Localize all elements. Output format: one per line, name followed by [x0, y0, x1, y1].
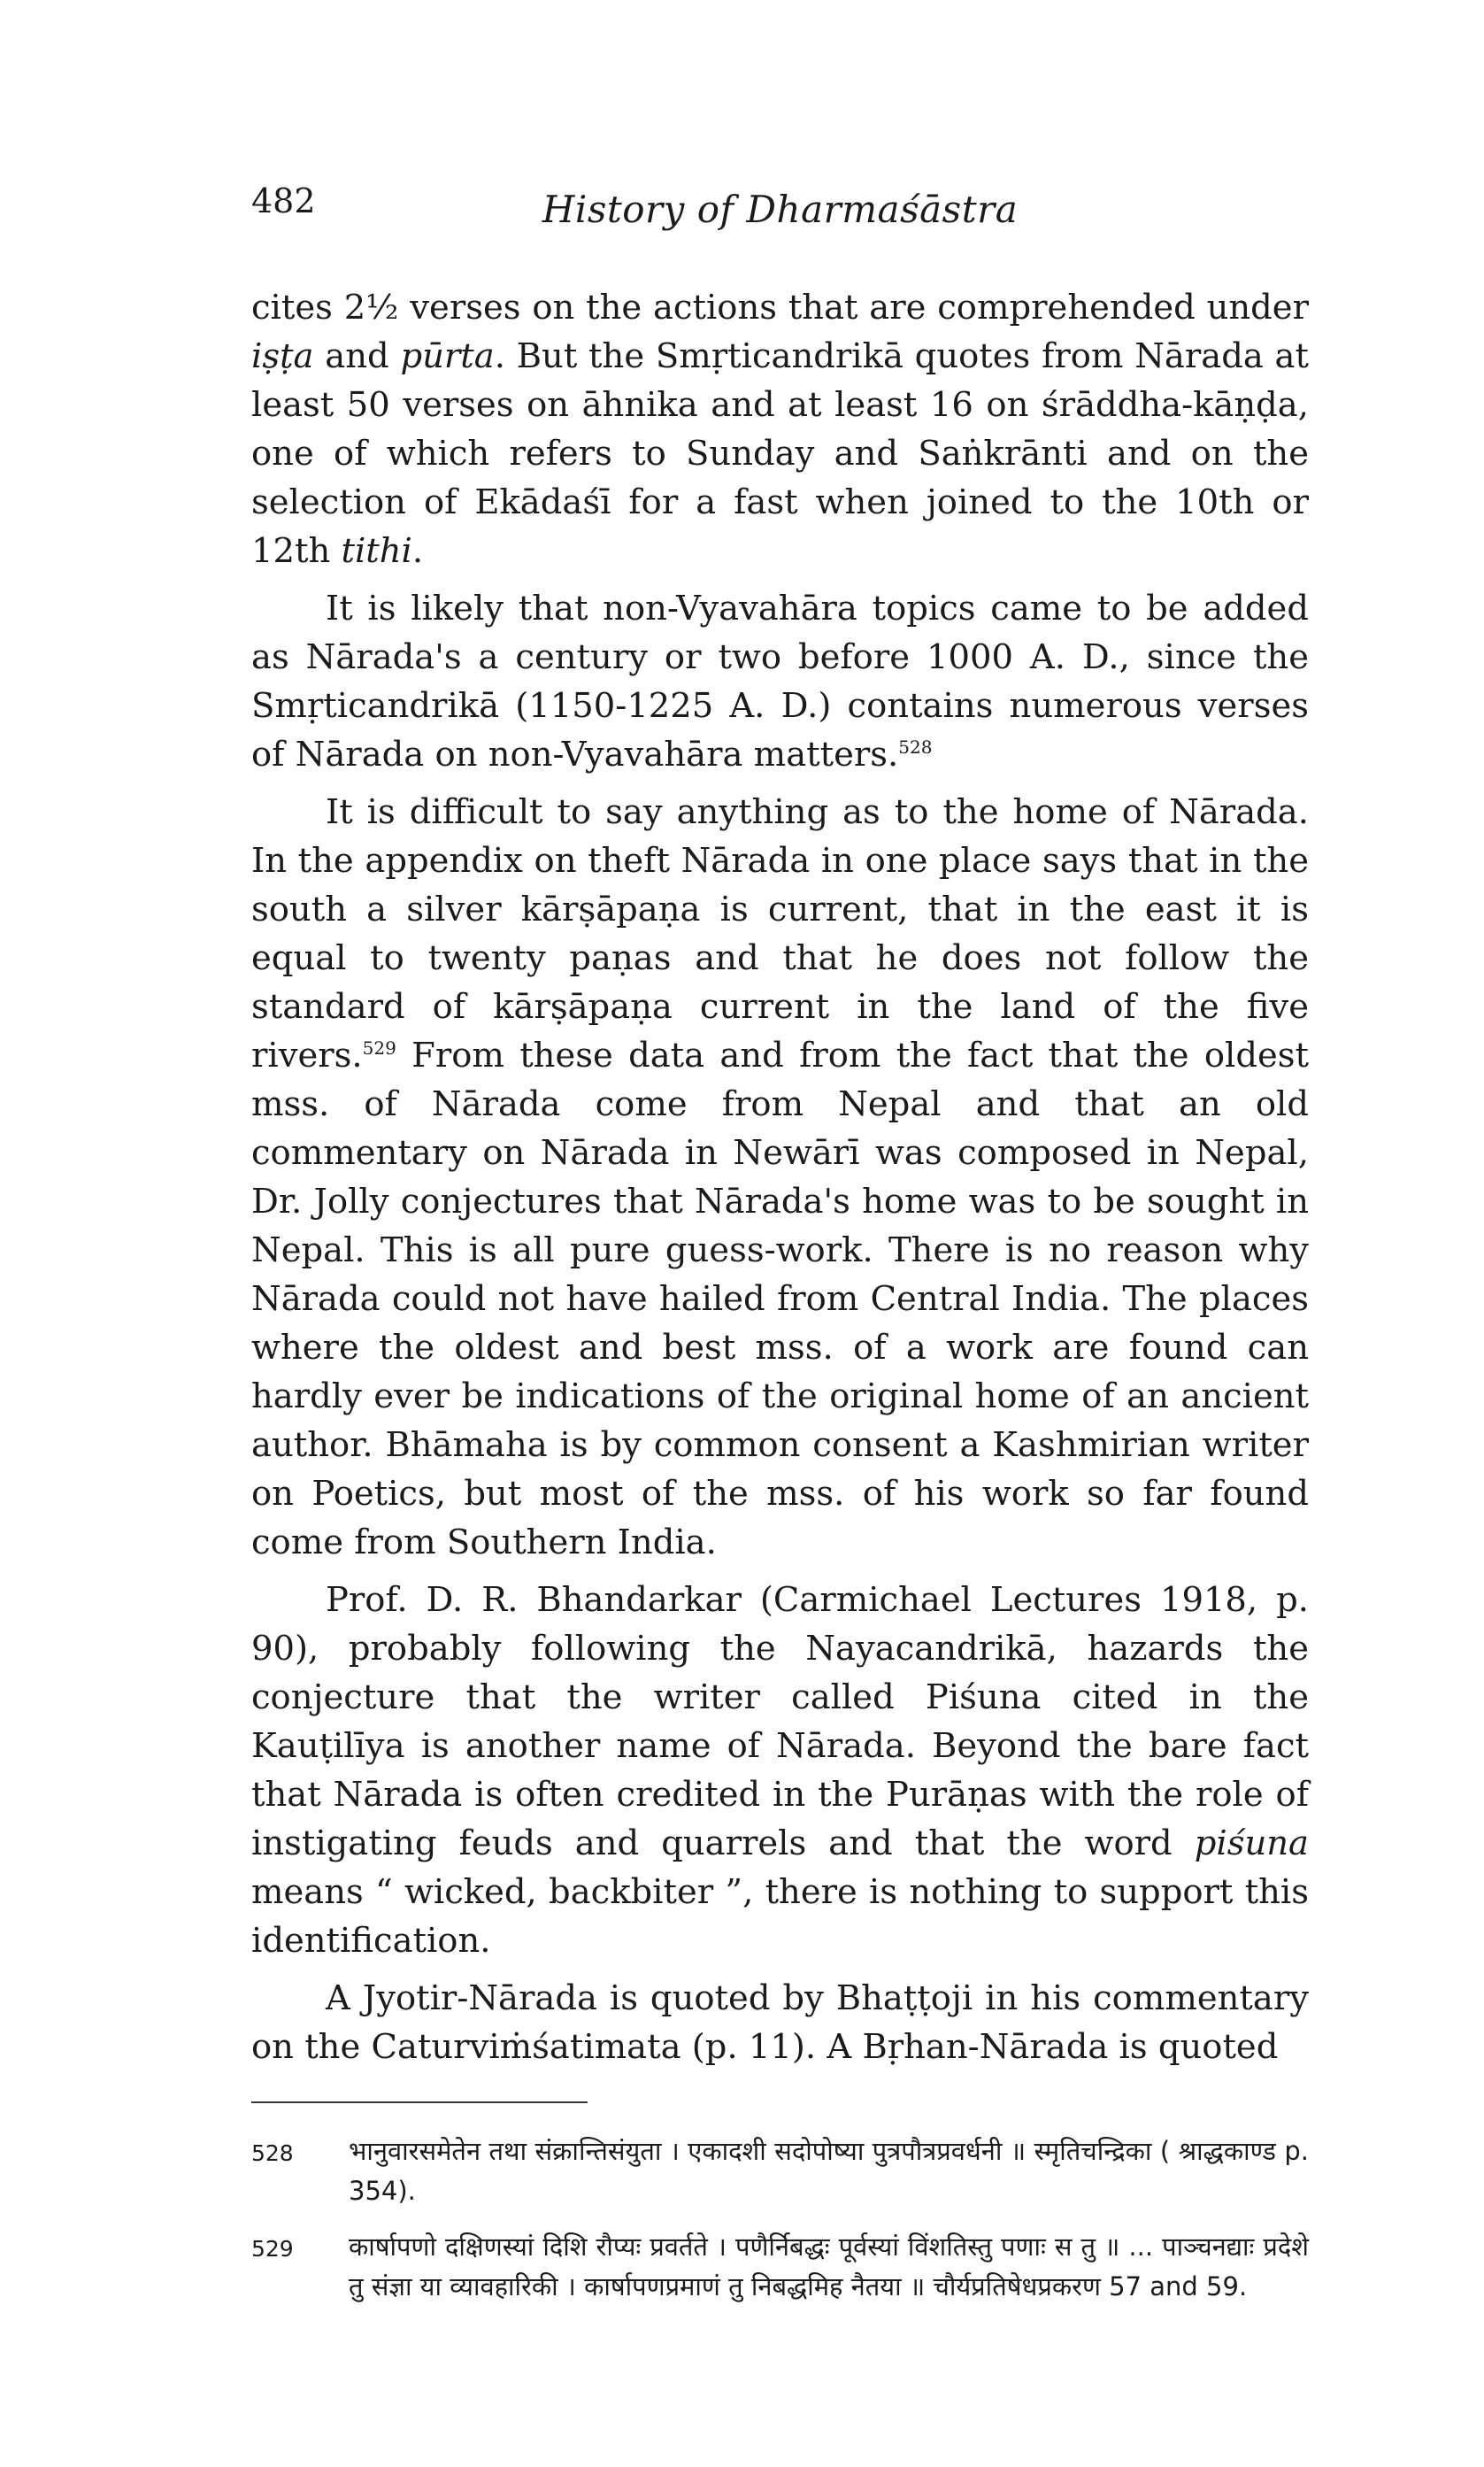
body-text — [251, 283, 1309, 2071]
paragraph — [251, 788, 1309, 1567]
italic-term: piśuna — [1194, 1823, 1309, 1863]
paragraph — [251, 584, 1309, 779]
page-header — [251, 181, 1309, 246]
page-number: 482 — [251, 181, 316, 220]
italic-term: tithi — [341, 531, 412, 571]
text-run: It is likely that non-Vyavahāra topics came to be added as Nārada's a century or two before 1000 A. D., since the Smṛticandrikā (1150-1225 A. D.) contains numerous verses of Nārada on non-Vyavahāra matters. — [251, 589, 1309, 775]
book-page — [251, 181, 1309, 2323]
italic-term: pūrta — [400, 336, 495, 376]
footnote — [251, 2227, 1309, 2307]
text-run: From these data and from the fact that the oldest mss. of Nārada come from Nepal and that an old commentary on Nārada in Newārī was composed in Nepal, Dr. Jolly conjectures that Nārada's home was to be sought in Nepal. This is all pure guess-work. There is no reason why Nārada could not have hailed from Central India. The places where the oldest and best mss. of a work are found can hardly ever be indications of the original home of an ancient author. Bhāmaha is by common consent a Kashmirian writer on Poetics, but most of the mss. of his work so far found come from Southern India. — [251, 1036, 1309, 1562]
text-run: cites 2½ verses on the actions that are comprehended under — [251, 288, 1309, 328]
footnote-number: 529 — [251, 2236, 294, 2262]
footnote-text: कार्षापणो दक्षिणस्यां दिशि रौप्यः प्रवर्तते । पणैर्निबद्धः पूर्वस्यां विंशतिस्तु पणाः स तु ॥ ... पाञ्चनद्याः प्रदेशे तु संज्ञा या व्यावहारिकी । कार्षापणप्रमाणं तु निबद्धमिह नैतया ॥ चौर्यप्रतिषेधप्रकरण 57 and 59. — [349, 2232, 1309, 2301]
footnote-divider — [251, 2101, 588, 2103]
text-run: Prof. D. R. Bhandarkar (Carmichael Lectures 1918, p. 90), probably following the Nayacandrikā, hazards the conjecture that the writer called Piśuna cited in the Kauṭilīya is another name of Nārada. Beyond the bare fact that Nārada is often credited in the Purāṇas with the role of instigating feuds and quarrels and that the word — [251, 1580, 1309, 1863]
text-run: A Jyotir-Nārada is quoted by Bhaṭṭoji in his commentary on the Caturviṁśatimata (p. 11). A Bṛhan-Nārada is quoted — [251, 1978, 1309, 2067]
italic-term: iṣṭa — [251, 336, 314, 376]
text-run: . But the Smṛticandrikā quotes from Nārada at least 50 verses on āhnika and at least 16 on śrāddha-kāṇḍa, one of which refers to Sunday and Saṅkrānti and on the selection of Ekādaśī for a fast when joined to the 10th or 12th — [251, 336, 1309, 571]
footnote-number: 528 — [251, 2140, 294, 2166]
paragraph — [251, 283, 1309, 575]
running-title: History of Dharmaśāstra — [542, 188, 1019, 231]
footnote — [251, 2132, 1309, 2211]
text-run: . — [411, 531, 424, 571]
footnote-ref: 528 — [898, 736, 933, 759]
paragraph — [251, 1576, 1309, 1965]
text-run: means “ wicked, backbiter ”, there is nothing to support this identification. — [251, 1872, 1309, 1961]
footnote-ref: 529 — [362, 1037, 396, 1060]
paragraph — [251, 1974, 1309, 2071]
footnotes — [251, 2132, 1309, 2307]
footnote-text: भानुवारसमेतेन तथा संक्रान्तिसंयुता । एकादशी सदोपोष्या पुत्रपौत्रप्रवर्धनी ॥ स्मृतिचन्द्रिका ( श्राद्धकाण्ड p. 354). — [349, 2136, 1309, 2206]
text-run: and — [313, 336, 401, 376]
text-run: It is difficult to say anything as to the home of Nārada. In the appendix on theft Nārada in one place says that in the south a silver kārṣāpaṇa is current, that in the east it is equal to twenty paṇas and that he does not follow the standard of kārṣāpaṇa current in the land of the five rivers. — [251, 792, 1309, 1075]
